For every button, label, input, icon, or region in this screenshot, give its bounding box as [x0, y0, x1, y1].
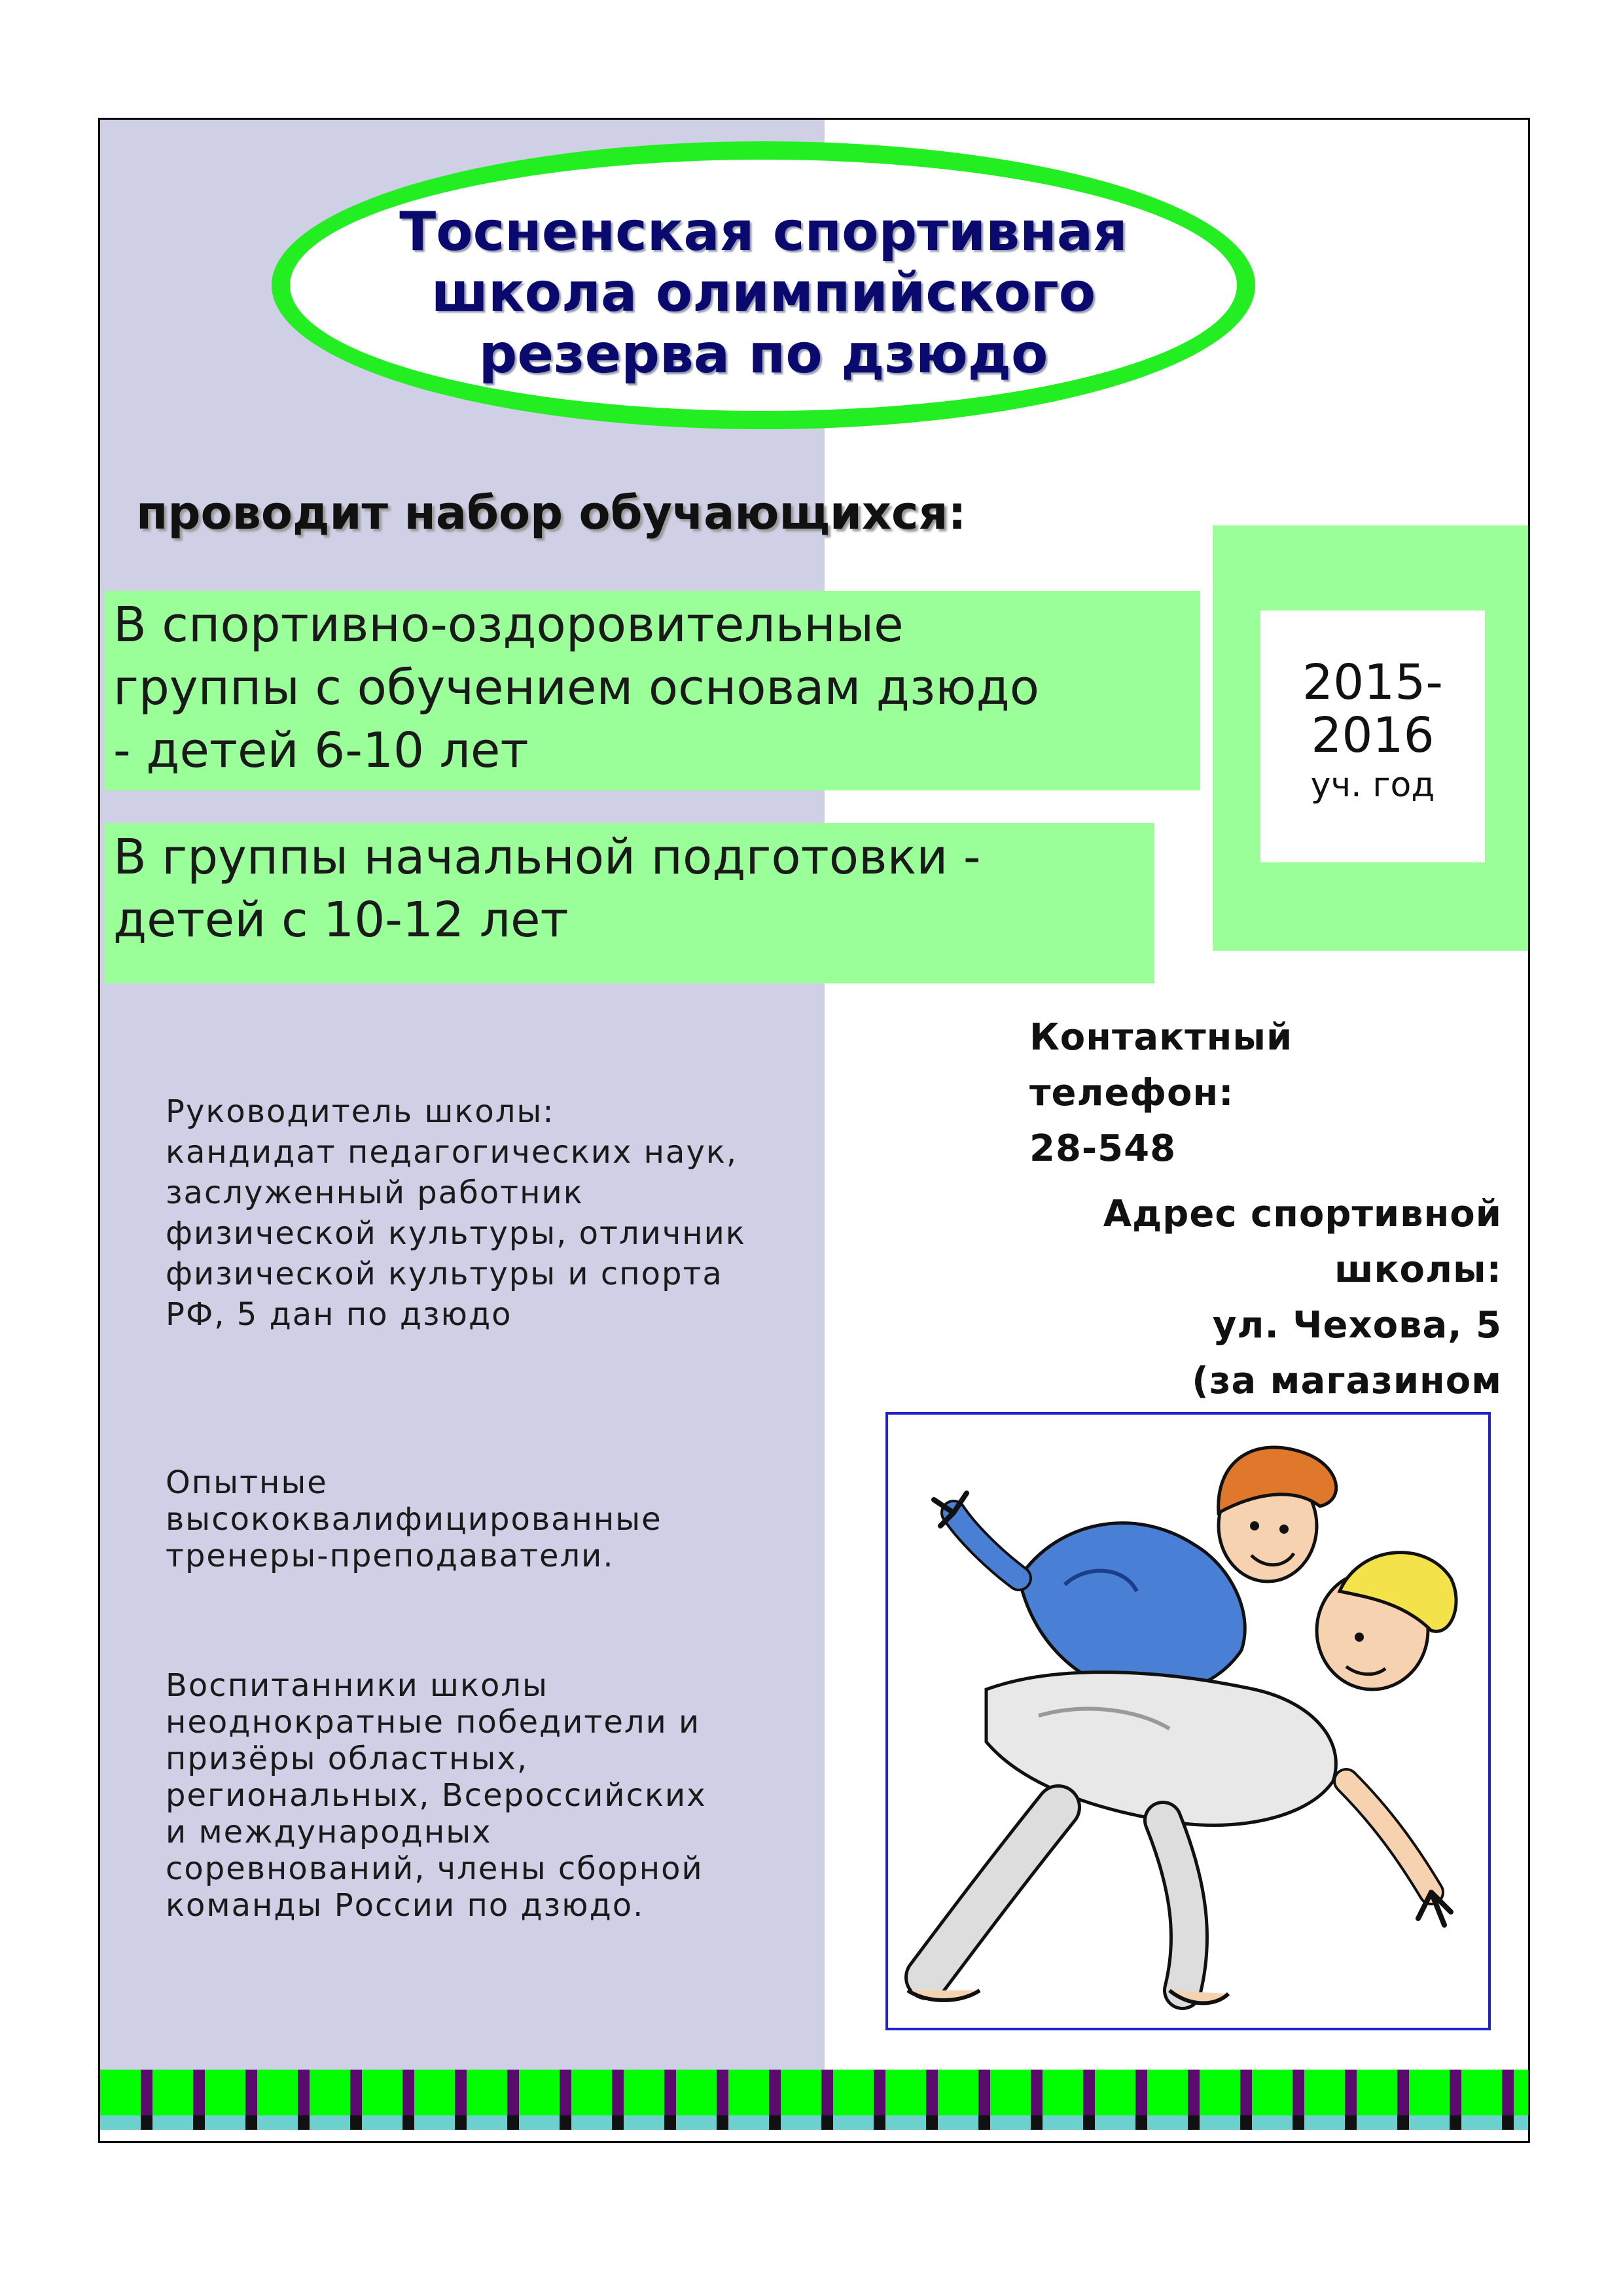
group-line: группы с обучением основам дзюдо: [113, 660, 1040, 716]
info-line: призёры областных,: [166, 1740, 529, 1777]
address-line: (за магазином: [1192, 1360, 1502, 1402]
year-end: 2016: [1311, 707, 1435, 764]
enrollment-heading-text: проводит набор обучающихся: [136, 486, 948, 540]
info-line: РФ, 5 дан по дзюдо: [166, 1296, 512, 1333]
enrollment-heading: [136, 486, 966, 540]
info-line: заслуженный работник: [166, 1174, 584, 1211]
judo-illustration: [885, 1412, 1491, 2030]
group-line: В спортивно-оздоровительные: [113, 597, 904, 653]
info-line: Воспитанники школы: [166, 1667, 548, 1704]
group-box-recreational: [104, 591, 1200, 790]
address-label-line: школы:: [1334, 1248, 1502, 1291]
year-badge: [1213, 525, 1530, 951]
year-start: 2015-: [1302, 654, 1444, 711]
info-line: неоднократные победители и: [166, 1704, 701, 1740]
phone-label-line: Контактный: [1029, 1016, 1293, 1059]
info-line: Руководитель школы:: [166, 1093, 555, 1130]
info-line: региональных, Всероссийских: [166, 1777, 707, 1814]
phone-block: [1029, 1010, 1293, 1176]
phone-label-line: телефон:: [1029, 1072, 1234, 1114]
year-subtitle: уч. год: [1310, 765, 1435, 805]
group-line: - детей 6-10 лет: [113, 722, 529, 779]
school-title: [272, 202, 1255, 385]
phone-number: 28-548: [1029, 1127, 1177, 1170]
title-line: школа олимпийского: [431, 262, 1096, 325]
title-line: резерва по дзюдо: [478, 323, 1048, 385]
year-range: [1260, 656, 1485, 763]
info-line: команды России по дзюдо.: [166, 1887, 645, 1924]
address-line: ул. Чехова, 5: [1212, 1304, 1502, 1347]
year-badge-inner: [1260, 610, 1485, 862]
info-line: кандидат педагогических наук,: [166, 1134, 738, 1171]
group-box-initial-training: [104, 823, 1154, 983]
judo-throw-illustration-icon: [888, 1415, 1488, 2028]
group-line: В группы начальной подготовки -: [113, 829, 981, 885]
students-info: [166, 1667, 787, 1924]
coaches-info: [166, 1464, 787, 1574]
title-line: Тосненская спортивная: [399, 201, 1128, 263]
poster-frame: [98, 118, 1530, 2143]
address-label-line: Адрес спортивной: [1103, 1193, 1502, 1235]
address-block: [978, 1186, 1502, 1409]
enrollment-heading-colon: :: [948, 486, 967, 540]
info-line: высококвалифицированные: [166, 1501, 662, 1538]
decorative-stripes-bottom: [100, 2115, 1528, 2130]
info-line: тренеры-преподаватели.: [166, 1538, 615, 1574]
info-line: соревнований, члены сборной: [166, 1850, 704, 1887]
info-line: физической культуры и спорта: [166, 1256, 723, 1292]
info-line: и международных: [166, 1814, 492, 1850]
group-line: детей с 10-12 лет: [113, 892, 569, 949]
info-line: Опытные: [166, 1464, 328, 1501]
director-info: [166, 1091, 787, 1335]
info-line: физической культуры, отличник: [166, 1215, 746, 1252]
